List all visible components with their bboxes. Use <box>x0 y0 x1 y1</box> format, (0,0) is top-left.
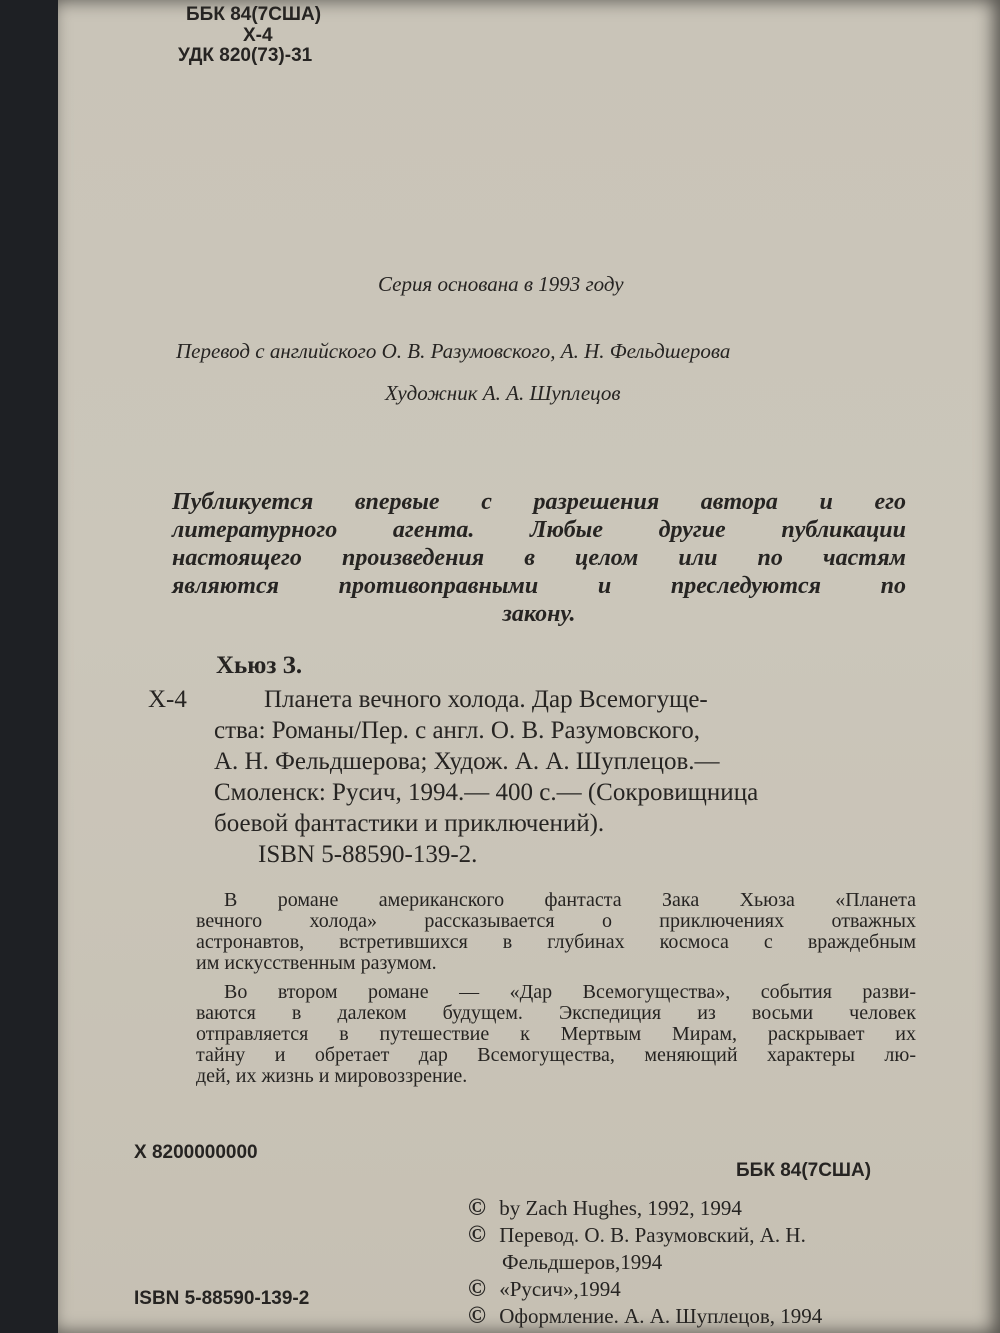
biblio-line: ства: Романы/Пер. с англ. О. В. Разумовского, <box>214 717 700 744</box>
copyright-line: © by Zach Hughes, 1992, 1994 <box>468 1195 742 1221</box>
artist-credit: Художник А. А. Шуплецов <box>385 381 621 405</box>
rights-notice <box>172 488 906 628</box>
header-author-code: Х-4 <box>243 25 273 46</box>
biblio-description <box>214 684 916 870</box>
copyright-icon: © <box>468 1303 486 1329</box>
footer-isbn: ISBN 5-88590-139-2 <box>134 1288 310 1309</box>
annotation-line: дей, их жизнь и мировоззрение. <box>196 1065 468 1087</box>
notice-line: Публикуется впервые с разрешения автора и его <box>172 489 906 515</box>
translation-credit: Перевод с английского О. В. Разумовского, А. Н. Фельдшерова <box>176 339 731 363</box>
annotation-line: В романе американского фантаста Зака Хьюза «Планета <box>224 889 916 911</box>
copyright-line: © Оформление. А. А. Шуплецов, 1994 <box>468 1303 823 1329</box>
header-bbk: ББК 84(7США) <box>186 4 322 25</box>
annotation <box>196 890 916 1087</box>
series-founded: Серия основана в 1993 году <box>378 272 624 296</box>
copyright-block <box>468 1195 822 1330</box>
catalog-code: Х 8200000000 <box>134 1142 258 1163</box>
notice-line: литературного агента. Любые другие публикации <box>172 517 906 543</box>
copyright-line: © Перевод. О. В. Разумовский, А. Н. <box>468 1222 806 1248</box>
biblio-author: Хьюз З. <box>216 652 303 679</box>
footer-bbk: ББК 84(7США) <box>736 1160 872 1181</box>
copyright-line: Фельдшеров,1994 <box>502 1250 663 1274</box>
annotation-line: тайну и обретает дар Всемогущества, меняющий характеры лю- <box>196 1044 916 1066</box>
header-udk: УДК 820(73)-31 <box>178 45 313 66</box>
annotation-line: ваются в далеком будущем. Экспедиция из восьми человек <box>196 1002 916 1024</box>
notice-line: закону. <box>502 601 576 627</box>
biblio-line: А. Н. Фельдшерова; Худож. А. А. Шуплецов.— <box>214 748 720 775</box>
notice-line: являются противоправными и преследуются по <box>172 573 906 599</box>
biblio-line: Планета вечного холода. Дар Всемогуще- <box>264 686 708 713</box>
biblio-code: Х-4 <box>148 686 187 713</box>
book-page <box>58 0 1000 1333</box>
annotation-line: им искусственным разумом. <box>196 952 437 974</box>
copyright-line: © «Русич»,1994 <box>468 1276 621 1302</box>
copyright-icon: © <box>468 1276 486 1302</box>
copyright-icon: © <box>468 1222 486 1248</box>
biblio-line: боевой фантастики и приключений). <box>214 810 605 837</box>
notice-line: настоящего произведения в целом или по частям <box>172 545 906 571</box>
annotation-line: астронавтов, встретившихся в глубинах космоса с враждебным <box>196 931 916 953</box>
copyright-icon: © <box>468 1195 486 1221</box>
biblio-line: Смоленск: Русич, 1994.— 400 с.— (Сокровищница <box>214 779 759 806</box>
annotation-line: Во втором романе — «Дар Всемогущества», события разви- <box>224 981 916 1003</box>
biblio-isbn: ISBN 5-88590-139-2. <box>258 841 478 868</box>
annotation-line: вечного холода» рассказывается о приключениях отважных <box>196 910 916 932</box>
annotation-line: отправляется в путешествие к Мертвым Мирам, раскрывает их <box>196 1023 916 1045</box>
